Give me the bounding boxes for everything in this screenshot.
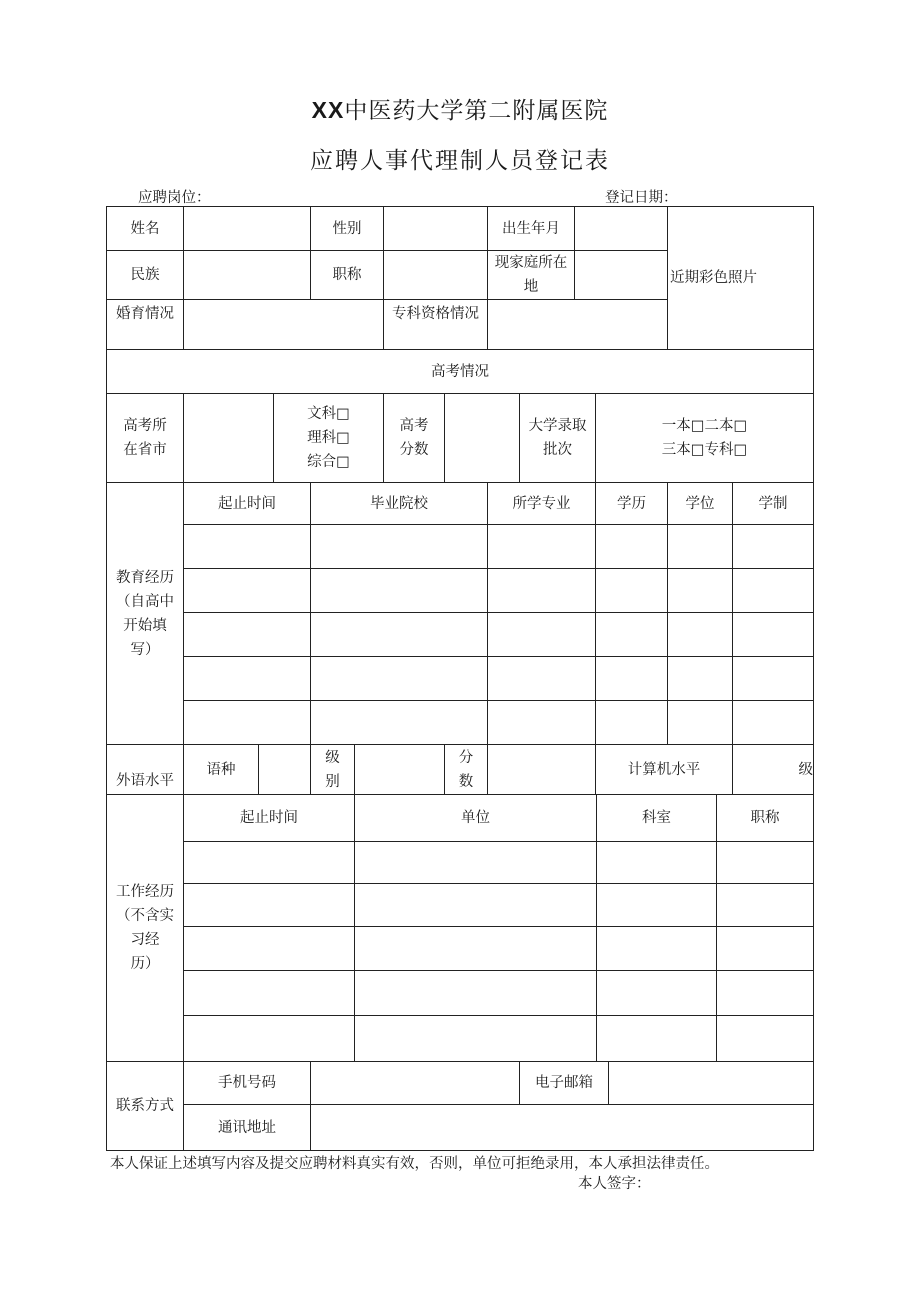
hospital-title	[0, 92, 920, 125]
edu-cell[interactable]	[184, 525, 311, 569]
edu-header-period: 起止时间	[184, 483, 311, 525]
ethnicity-label: 民族	[107, 251, 184, 300]
language-level-label: 级 别	[311, 745, 355, 795]
work-cell[interactable]	[597, 842, 717, 884]
phone-label: 手机号码	[184, 1062, 311, 1105]
edu-cell[interactable]	[733, 701, 814, 745]
gaokao-score-field[interactable]	[445, 394, 520, 483]
work-cell[interactable]	[597, 971, 717, 1016]
edu-cell[interactable]	[668, 701, 733, 745]
statement-text: 本人保证上述填写内容及提交应聘材料真实有效，否则，单位可拒绝录用，本人承担法律责任。	[110, 1156, 719, 1172]
edu-cell[interactable]	[184, 657, 311, 701]
work-header-period: 起止时间	[184, 795, 355, 842]
work-label: 工作经历 （不含实 习经 历）	[107, 795, 184, 1062]
photo-box[interactable]: 近期彩色照片	[668, 207, 814, 350]
edu-cell[interactable]	[596, 525, 668, 569]
work-header-employer: 单位	[355, 795, 597, 842]
edu-cell[interactable]	[488, 613, 596, 657]
work-cell[interactable]	[355, 927, 597, 971]
work-cell[interactable]	[597, 927, 717, 971]
edu-header-school: 毕业院校	[311, 483, 488, 525]
edu-cell[interactable]	[184, 701, 311, 745]
admission-batch-options[interactable]: 一本□二本□ 三本□专科□	[596, 394, 814, 483]
birth-field[interactable]	[575, 207, 668, 251]
edu-header-duration: 学制	[733, 483, 814, 525]
title-field[interactable]	[384, 251, 488, 300]
work-cell[interactable]	[717, 1016, 814, 1062]
qualification-field[interactable]	[488, 300, 668, 350]
edu-cell[interactable]	[733, 525, 814, 569]
edu-cell[interactable]	[596, 569, 668, 613]
birth-label: 出生年月	[488, 207, 575, 251]
gaokao-province-label: 高考所 在省市	[107, 394, 184, 483]
gender-label: 性别	[311, 207, 384, 251]
title-prefix: XX	[311, 97, 345, 123]
edu-cell[interactable]	[596, 657, 668, 701]
admission-batch-label: 大学录取 批次	[520, 394, 596, 483]
education-label: 教育经历 （自高中 开始填 写）	[107, 483, 184, 745]
work-header-department: 科室	[597, 795, 717, 842]
work-cell[interactable]	[717, 842, 814, 884]
form-title: 应聘人事代理制人员登记表	[310, 148, 610, 174]
contact-label: 联系方式	[107, 1062, 184, 1151]
date-label: 登记日期：	[605, 190, 678, 206]
gaokao-province-field[interactable]	[184, 394, 274, 483]
work-cell[interactable]	[184, 842, 355, 884]
edu-cell[interactable]	[488, 701, 596, 745]
title-text: 中医药大学第二附属医院	[344, 98, 609, 124]
work-cell[interactable]	[355, 842, 597, 884]
edu-cell[interactable]	[668, 525, 733, 569]
edu-cell[interactable]	[733, 613, 814, 657]
work-cell[interactable]	[184, 884, 355, 927]
edu-cell[interactable]	[733, 657, 814, 701]
edu-cell[interactable]	[488, 569, 596, 613]
work-cell[interactable]	[717, 884, 814, 927]
position-label: 应聘岗位：	[138, 190, 211, 206]
ethnicity-field[interactable]	[184, 251, 311, 300]
edu-cell[interactable]	[311, 613, 488, 657]
work-cell[interactable]	[597, 1016, 717, 1062]
work-cell[interactable]	[597, 884, 717, 927]
edu-cell[interactable]	[488, 525, 596, 569]
work-header-title: 职称	[717, 795, 814, 842]
language-type-field[interactable]	[259, 745, 311, 795]
edu-cell[interactable]	[596, 701, 668, 745]
edu-cell[interactable]	[311, 569, 488, 613]
edu-cell[interactable]	[311, 657, 488, 701]
edu-cell[interactable]	[733, 569, 814, 613]
gaokao-stream-options[interactable]: 文科□ 理科□ 综合□	[274, 394, 384, 483]
work-cell[interactable]	[355, 971, 597, 1016]
gaokao-score-label: 高考 分数	[384, 394, 445, 483]
work-cell[interactable]	[355, 1016, 597, 1062]
signature-label: 本人签字：	[578, 1176, 651, 1192]
email-label: 电子邮箱	[520, 1062, 609, 1105]
work-cell[interactable]	[184, 927, 355, 971]
marital-field[interactable]	[184, 300, 384, 350]
address-field[interactable]	[311, 1105, 814, 1151]
language-label: 外语水平	[107, 745, 184, 795]
edu-cell[interactable]	[668, 657, 733, 701]
computer-level-field[interactable]: 级	[733, 745, 814, 795]
work-cell[interactable]	[184, 1016, 355, 1062]
edu-cell[interactable]	[488, 657, 596, 701]
gaokao-section-title: 高考情况	[107, 350, 814, 394]
language-type-label: 语种	[184, 745, 259, 795]
edu-cell[interactable]	[184, 569, 311, 613]
edu-header-education: 学历	[596, 483, 668, 525]
phone-field[interactable]	[311, 1062, 520, 1105]
work-cell[interactable]	[184, 971, 355, 1016]
residence-field[interactable]	[575, 251, 668, 300]
title-label: 职称	[311, 251, 384, 300]
computer-level-label: 计算机水平	[596, 745, 733, 795]
edu-cell[interactable]	[668, 569, 733, 613]
work-cell[interactable]	[355, 884, 597, 927]
edu-cell[interactable]	[596, 613, 668, 657]
edu-cell[interactable]	[311, 525, 488, 569]
edu-cell[interactable]	[184, 613, 311, 657]
language-score-label: 分 数	[445, 745, 488, 795]
language-level-field[interactable]	[355, 745, 445, 795]
edu-cell[interactable]	[668, 613, 733, 657]
language-score-field[interactable]	[488, 745, 596, 795]
work-cell[interactable]	[717, 927, 814, 971]
work-cell[interactable]	[717, 971, 814, 1016]
address-label: 通讯地址	[184, 1105, 311, 1151]
edu-cell[interactable]	[311, 701, 488, 745]
name-label: 姓名	[107, 207, 184, 251]
residence-label: 现家庭所在 地	[488, 251, 575, 300]
marital-label: 婚育情况	[107, 300, 184, 350]
gender-field[interactable]	[384, 207, 488, 251]
edu-header-major: 所学专业	[488, 483, 596, 525]
email-field[interactable]	[609, 1062, 814, 1105]
edu-header-degree: 学位	[668, 483, 733, 525]
qualification-label: 专科资格情况	[384, 300, 488, 350]
name-field[interactable]	[184, 207, 311, 251]
